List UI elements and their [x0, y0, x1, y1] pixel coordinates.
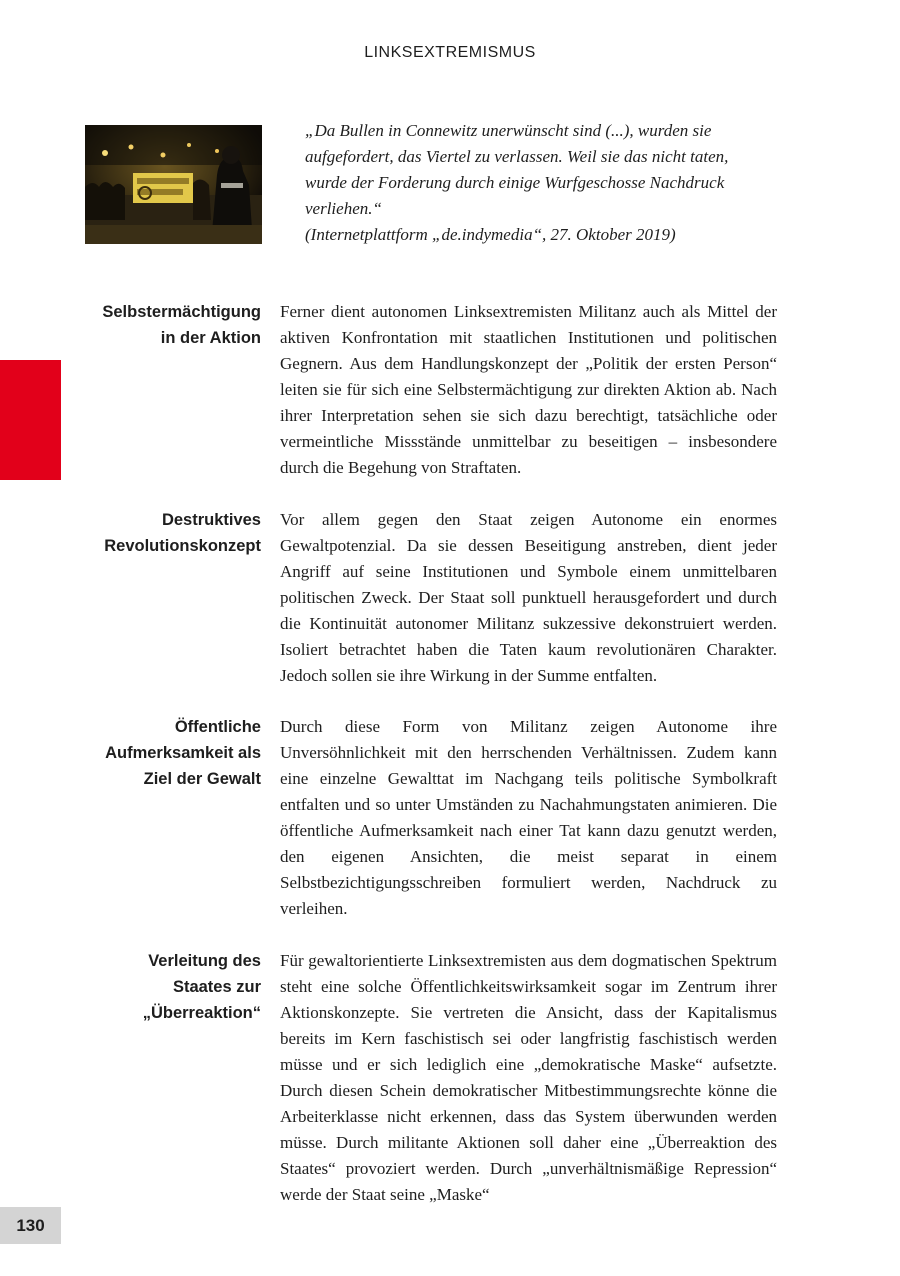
section-heading-selbstermaechtigung: Selbstermächtigung in der Aktion — [102, 303, 261, 347]
section-text-revolutionskonzept: Vor allem gegen den Staat zeigen Autonome ein enormes Gewaltpotenzial. Da sie dessen Beseitigung anstreben, dient jeder Angriff auf seine Institutionen und Symbole einem unmittelbaren politischen Zweck. Der Staat soll punktuell herausgefordert und durch die Kontinuität autonomer Militanz sukzessive dekonstruiert werden. Isoliert betrachtet haben die Taten kaum revolutionären Charakter. Jedoch sollen sie ihre Wirkung in der Summe entfalten. — [280, 510, 777, 685]
chapter-color-tab — [0, 360, 61, 480]
section-heading-revolutionskonzept: Destruktives Revolutionskonzept — [104, 511, 261, 555]
protest-photo — [85, 125, 262, 244]
section-text-ueberreaktion: Für gewaltorientierte Linksextremisten aus dem dogmatischen Spektrum steht eine solche Öffentlichkeitswirksamkeit sogar im Zentrum ihrer Aktionskonzepte. Sie vertreten die Ansicht, dass der Kapitalismus bereits im Kern faschistisch sei oder langfristig faschistisch werden müsse und er sich lediglich eine „demokratische Maske“ aufsetzte. Durch diesen Schein demokratischer Mitbestimmungsrechte könne die Arbeiterklasse nicht erkennen, dass das System überwunden werden müsse. Durch militante Aktionen soll daher eine „Überreaktion des Staates“ provoziert werden. Durch „unverhältnismäßige Repression“ werde der Staat seine „Maske“ — [280, 951, 777, 1204]
section-heading-oeffentliche-aufmerksamkeit: Öffentliche Aufmerksamkeit als Ziel der Gewalt — [105, 718, 261, 788]
pull-quote — [305, 118, 760, 248]
quote-text: „Da Bullen in Connewitz unerwünscht sind (...), wurden sie aufgefordert, das Viertel zu verlassen. Weil sie das nicht taten, wurde der Forderung durch einige Wurfgeschosse Nachdruck verliehen.“ — [305, 121, 729, 218]
running-header: LINKSEXTREMISMUS — [364, 44, 536, 61]
section-text-selbstermaechtigung: Ferner dient autonomen Linksextremisten Militanz auch als Mittel der aktiven Konfrontation mit staatlichen Institutionen und politischen Gegnern. Aus dem Handlungskonzept der „Politik der ersten Person“ leiten sie für sich eine Selbstermächtigung zur direkten Aktion ab. Nach ihrer Interpretation sehen sie sich dazu berechtigt, tatsächliche oder vermeintliche Missstände unmittelbar zu beseitigen – insbesondere durch die Begehung von Straftaten. — [280, 302, 777, 477]
section-text-oeffentliche-aufmerksamkeit: Durch diese Form von Militanz zeigen Autonome ihre Unversöhnlichkeit mit den herrschenden Verhältnissen. Zudem kann eine einzelne Gewalttat im Nachgang teils politische Symbolkraft entfalten und so unter Umständen zu Nachahmungstaten animieren. Die öffentliche Aufmerksamkeit nach einer Tat kann dazu genutzt werden, den eigenen Ansichten, die meist separat in einem Selbstbezichtigungsschreiben formuliert werden, Nachdruck zu verleihen. — [280, 717, 777, 918]
quote-source: (Internetplattform „de.indymedia“, 27. Oktober 2019) — [305, 225, 676, 244]
section-heading-ueberreaktion: Verleitung des Staates zur „Überreaktion“ — [142, 952, 261, 1022]
page-number: 130 — [0, 1207, 61, 1244]
